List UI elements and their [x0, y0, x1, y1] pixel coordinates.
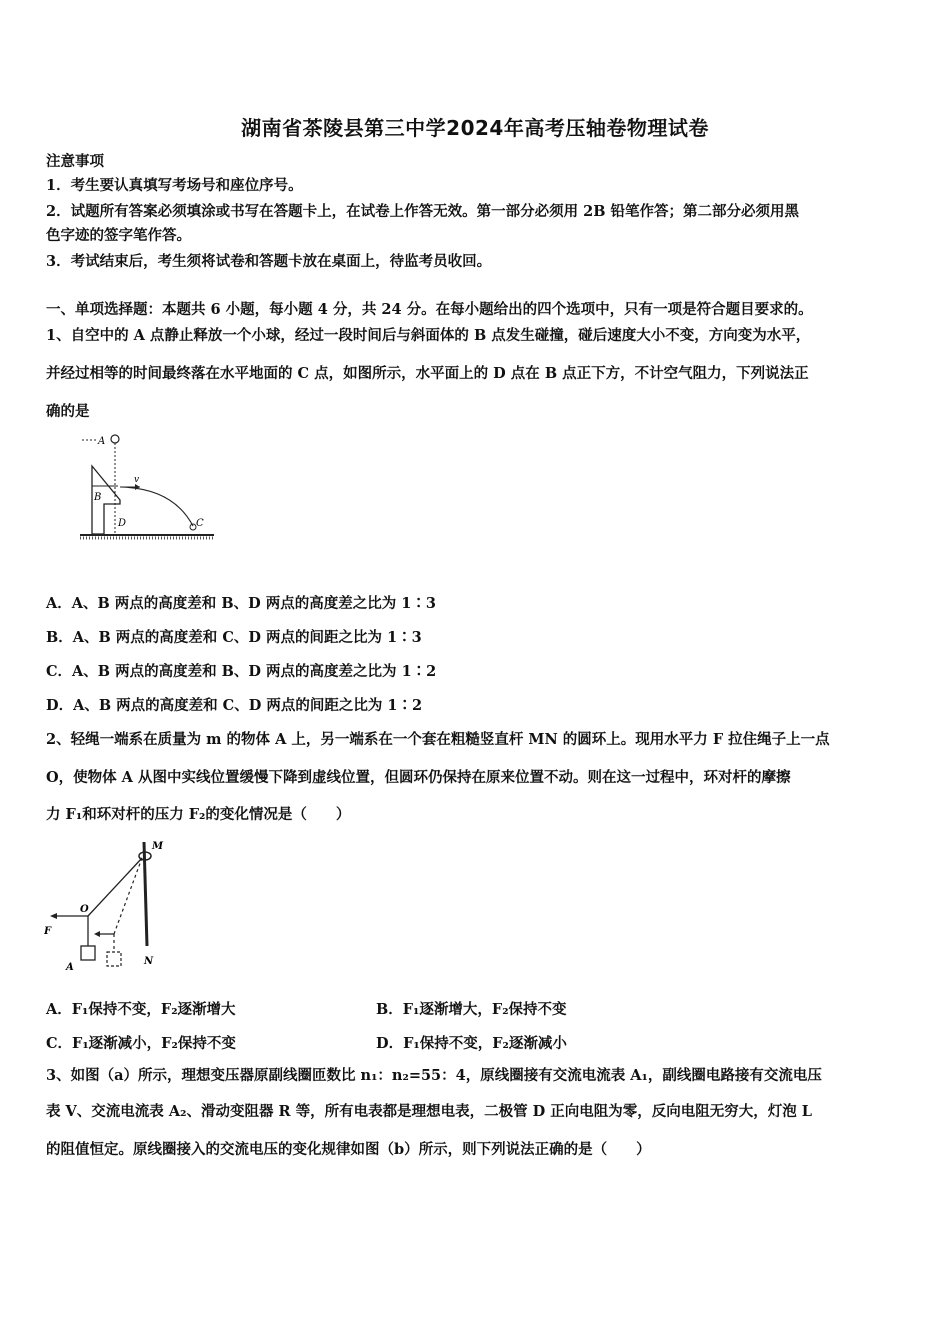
- q3-stem-line: 表 V、交流电流表 A₂、滑动变阻器 R 等，所有电表都是理想电表，二极管 D 正向电阻为零，反向电阻无穷大，灯泡 L: [46, 1103, 813, 1120]
- q2-option-a[interactable]: A．F₁保持不变，F₂逐渐增大: [46, 1001, 236, 1018]
- q2-block-dashed: [107, 952, 121, 966]
- q2-option-c[interactable]: C．F₁逐渐减小，F₂保持不变: [46, 1035, 236, 1052]
- q2-rope-dashed: [114, 858, 142, 934]
- q2-stem-line: 力 F₁和环对杆的压力 F₂的变化情况是（ ）: [46, 806, 351, 823]
- q2-stem-line: O，使物体 A 从图中实线位置缓慢下降到虚线位置，但圆环仍保持在原来位置不动。则在这一过程中，环对杆的摩擦: [46, 769, 791, 786]
- q1-stem-line: 并经过相等的时间最终落在水平地面的 C 点，如图所示，水平面上的 D 点在 B 点正下方，不计空气阻力，下列说法正: [46, 365, 809, 382]
- q2-label-m: M: [152, 841, 164, 852]
- notice-heading: 注意事项: [46, 153, 104, 170]
- q2-rope-solid: [88, 858, 142, 916]
- q1-trajectory: [120, 487, 193, 526]
- notice-item: 2．试题所有答案必须填涂或书写在答题卡上，在试卷上作答无效。第一部分必须用 2B 铅笔作答；第二部分必须用黑: [46, 203, 800, 220]
- q1-label-b: B: [94, 492, 102, 503]
- q1-ball-icon: [111, 435, 119, 443]
- q1-label-d: D: [118, 518, 127, 529]
- q1-label-v: v: [134, 475, 140, 485]
- q2-figure: [44, 836, 174, 976]
- notice-item: 3．考试结束后，考生须将试卷和答题卡放在桌面上，待监考员收回。: [46, 253, 492, 270]
- q1-label-a: A: [98, 436, 106, 447]
- exam-title: 湖南省茶陵县第三中学2024年高考压轴卷物理试卷: [241, 116, 709, 140]
- q2-rod: [144, 842, 147, 946]
- q2-force-arrowhead: [50, 913, 57, 919]
- q2-option-b[interactable]: B．F₁逐渐增大，F₂保持不变: [376, 1001, 567, 1018]
- section-heading: 一、单项选择题：本题共 6 小题，每小题 4 分，共 24 分。在每小题给出的四个选项中，只有一项是符合题目要求的。: [46, 301, 813, 318]
- q1-label-c: C: [196, 518, 204, 529]
- q3-stem-line: 的阻值恒定。原线圈接入的交流电压的变化规律如图（b）所示，则下列说法正确的是（ ）: [46, 1141, 651, 1158]
- q2-stem-line: 2、轻绳一端系在质量为 m 的物体 A 上，另一端系在一个套在粗糙竖直杆 MN 的圆环上。现用水平力 F 拉住绳子上一点: [46, 731, 830, 748]
- notice-item: 1．考生要认真填写考场号和座位序号。: [46, 177, 303, 194]
- q2-label-a: A: [66, 962, 74, 973]
- q3-stem-line: 3、如图（a）所示，理想变压器原副线圈匝数比 n₁：n₂=55：4，原线圈接有交流电流表 A₁，副线圈电路接有交流电压: [46, 1067, 822, 1084]
- q2-force-arrowhead-dashed: [94, 931, 100, 937]
- q1-option-c[interactable]: C．A、B 两点的高度差和 B、D 两点的高度差之比为 1∶2: [46, 663, 437, 680]
- notice-item: 色字迹的签字笔作答。: [46, 227, 191, 244]
- q1-option-a[interactable]: A．A、B 两点的高度差和 B、D 两点的高度差之比为 1∶3: [46, 595, 436, 612]
- q2-block-solid: [81, 946, 95, 960]
- q2-label-n: N: [144, 956, 154, 967]
- q1-stem-line: 确的是: [46, 403, 90, 420]
- q1-option-b[interactable]: B．A、B 两点的高度差和 C、D 两点的间距之比为 1∶3: [46, 629, 422, 646]
- q2-label-f: F: [44, 926, 52, 937]
- q1-stem-line: 1、自空中的 A 点静止释放一个小球，经过一段时间后与斜面体的 B 点发生碰撞，碰后速度大小不变，方向变为水平，: [46, 327, 811, 344]
- q2-option-d[interactable]: D．F₁保持不变，F₂逐渐减小: [376, 1035, 567, 1052]
- q1-figure: [78, 430, 218, 552]
- q1-option-d[interactable]: D．A、B 两点的高度差和 C、D 两点的间距之比为 1∶2: [46, 697, 423, 714]
- q2-label-o: O: [80, 904, 89, 915]
